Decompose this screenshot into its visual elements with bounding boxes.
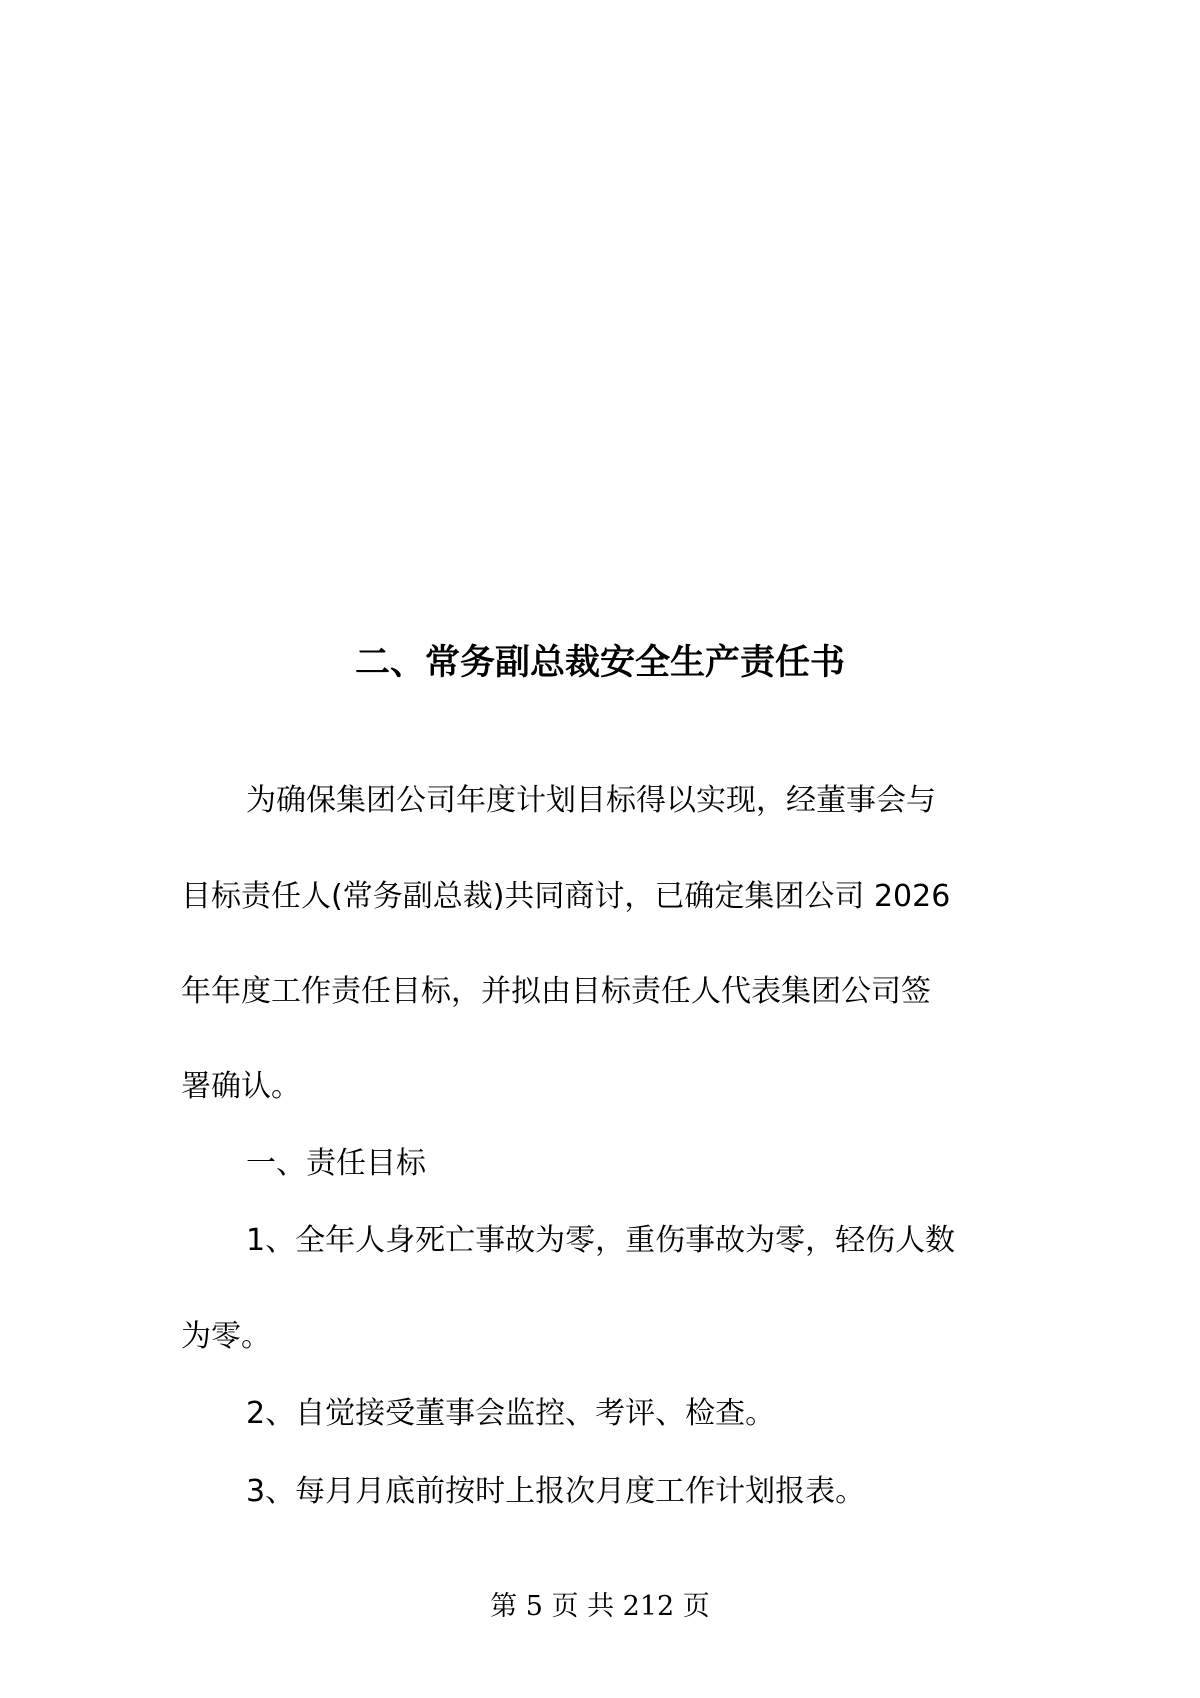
document-title: 二、常务副总裁安全生产责任书	[354, 643, 845, 683]
item-2: 2、自觉接受董事会监控、考评、检查。	[246, 1396, 776, 1431]
paragraph-line-2: 目标责任人(常务副总裁)共同商讨，已确定集团公司 2026	[181, 879, 951, 914]
item-1-line-2: 为零。	[181, 1319, 271, 1354]
paragraph-line-4: 署确认。	[181, 1069, 301, 1104]
paragraph-line-3: 年年度工作责任目标，并拟由目标责任人代表集团公司签	[181, 974, 931, 1009]
item-1-line-1: 1、全年人身死亡事故为零，重伤事故为零，轻伤人数	[246, 1223, 956, 1258]
section-heading: 一、责任目标	[246, 1146, 426, 1181]
item-3: 3、每月月底前按时上报次月度工作计划报表。	[246, 1474, 866, 1509]
paragraph-line-1: 为确保集团公司年度计划目标得以实现，经董事会与	[246, 783, 936, 818]
page-number-footer: 第 5 页 共 212 页	[490, 1591, 710, 1622]
